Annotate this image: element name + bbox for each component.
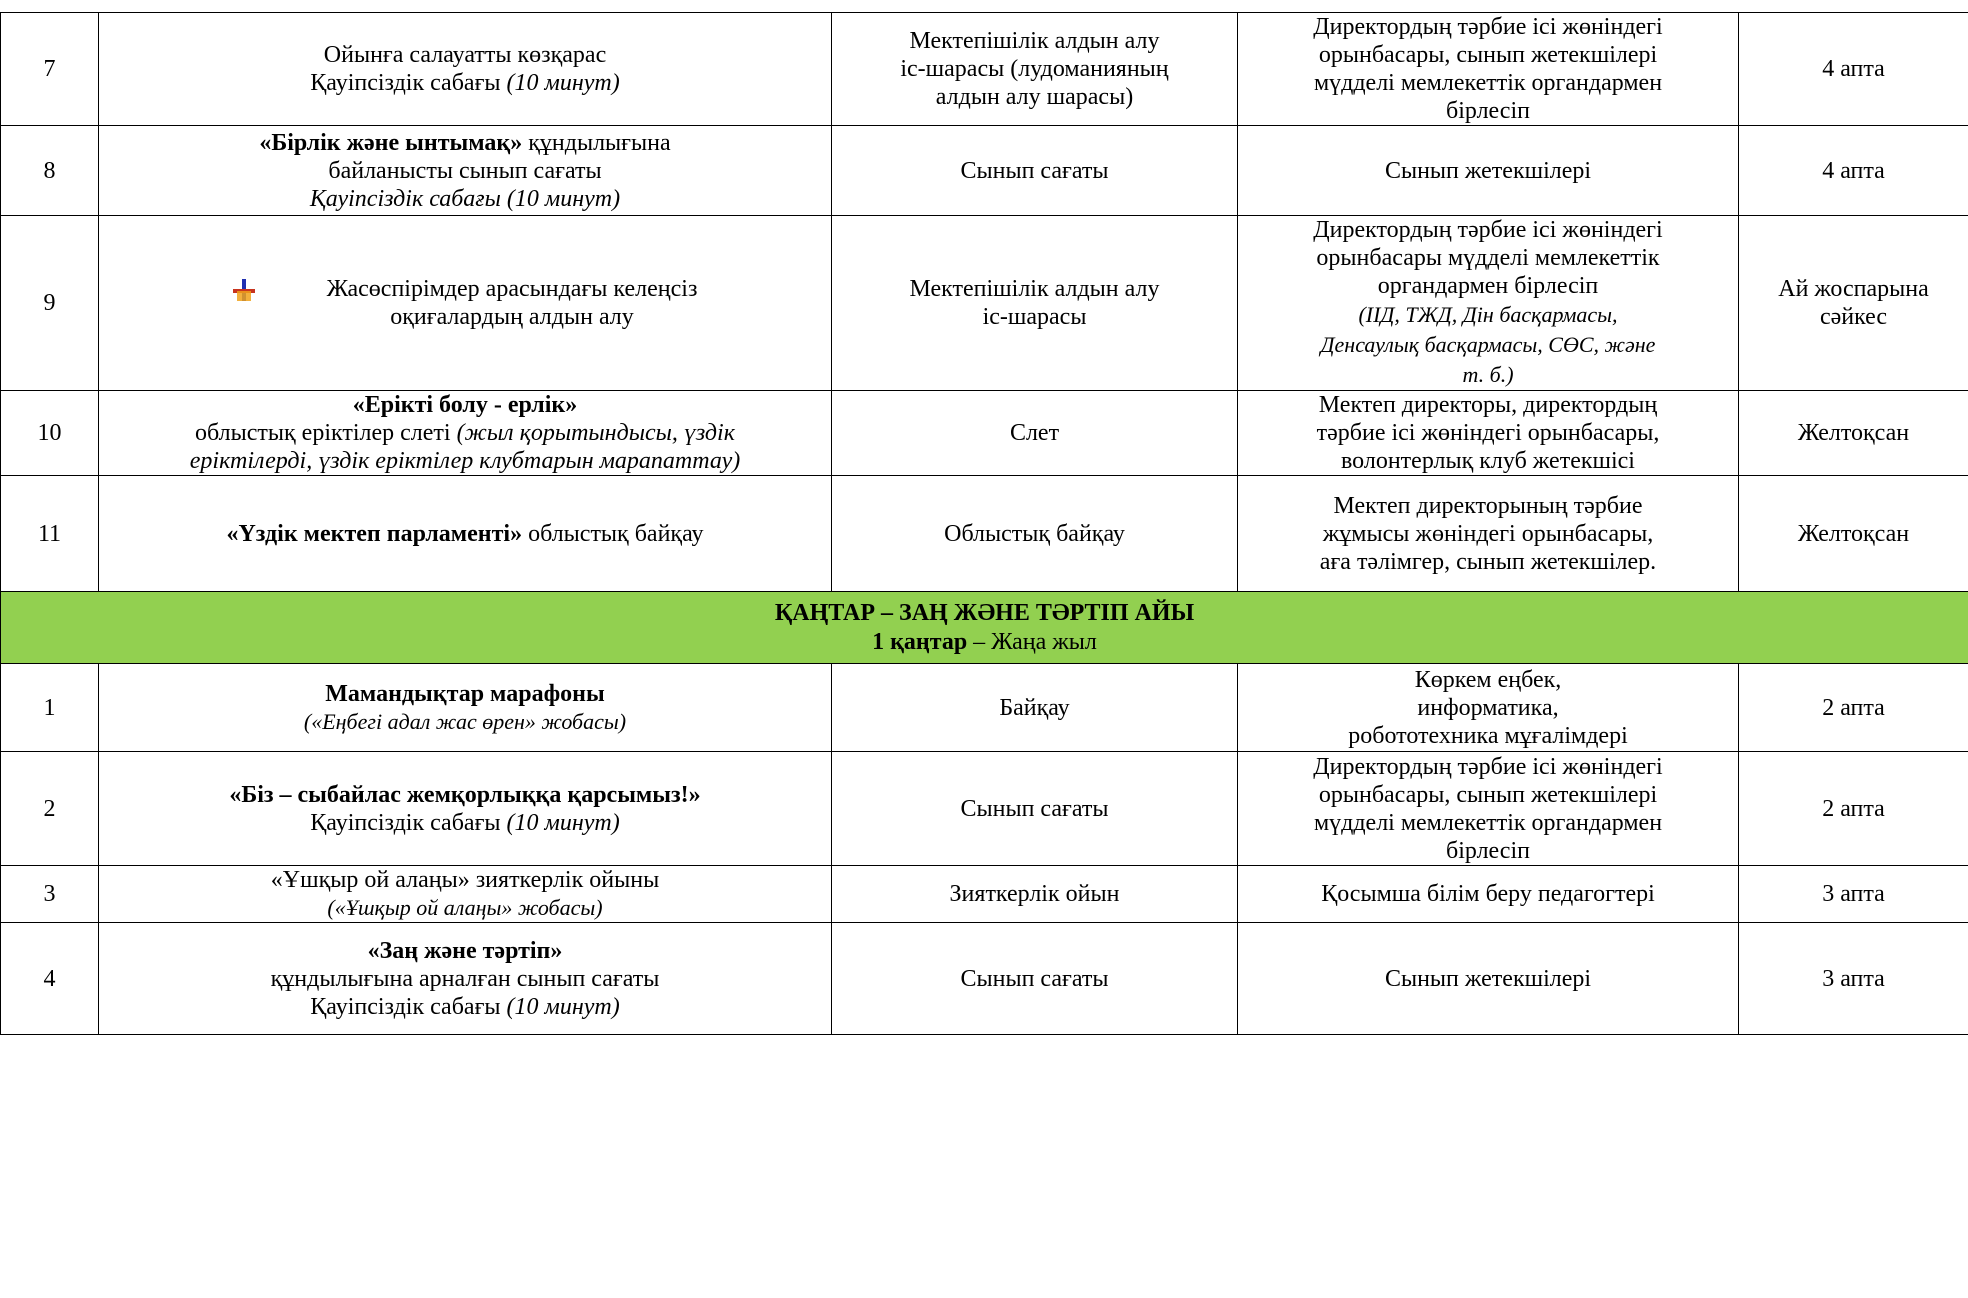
- event-name-text: («Еңбегі адал жас өрен» жобасы): [303, 708, 627, 734]
- event-form-cell: [832, 866, 1238, 923]
- event-name-text: Қауіпсіздік сабағы: [310, 809, 507, 836]
- event-form-cell: [832, 216, 1238, 391]
- responsible-line: Қосымша білім беру педагогтері: [1321, 881, 1655, 907]
- event-name-text: Жасөспірімдер арасындағы келеңсіз: [326, 276, 698, 302]
- deadline-cell: Желтоқсан: [1739, 391, 1968, 476]
- event-name-cell: [99, 664, 832, 752]
- event-form-line: алдын алу шарасы): [935, 84, 1134, 110]
- responsible-cell: [1238, 923, 1739, 1035]
- responsible-line: бірлесіп: [1446, 837, 1530, 864]
- row-number: 4: [1, 923, 99, 1035]
- event-name-cell: [99, 13, 832, 126]
- event-name-line: [107, 391, 823, 419]
- row-number: 10: [1, 391, 99, 476]
- event-name-text: «Ұшқыр ой алаңы» зияткерлік ойыны: [270, 867, 660, 893]
- event-name-text: (10 минут): [506, 993, 620, 1020]
- month-date-line: [9, 628, 1960, 657]
- event-name-cell: [99, 216, 832, 391]
- event-name-cell: [99, 476, 832, 592]
- event-name-line: [107, 937, 823, 965]
- responsible-line: жұмысы жөніндегі орынбасары,: [1322, 520, 1654, 547]
- responsible-line: Директордың тәрбие ісі жөніндегі: [1313, 14, 1663, 40]
- event-name-line: [107, 680, 823, 708]
- event-name-text: «Үздік мектеп парламенті»: [226, 520, 523, 547]
- deadline-cell: 4 апта: [1739, 126, 1968, 216]
- responsible-line: органдармен бірлесіп: [1377, 273, 1599, 299]
- event-name-text: еріктілерді, үздік еріктілер клубтарын марапаттау): [189, 448, 741, 474]
- event-name-line: [107, 993, 823, 1021]
- row-number: 8: [1, 126, 99, 216]
- responsible-note-line: Денсаулық басқармасы, СӨС, және: [1320, 332, 1656, 357]
- deadline-cell: 4 апта: [1739, 13, 1968, 126]
- event-name-line: [107, 894, 823, 922]
- event-name-line: [107, 520, 823, 548]
- deadline-cell: [1739, 216, 1968, 391]
- event-name-cell: [99, 391, 832, 476]
- event-form-line: Сынып сағаты: [960, 965, 1109, 992]
- event-name-line: [107, 866, 823, 894]
- responsible-line: мүдделі мемлекеттік органдармен: [1313, 70, 1663, 96]
- table-row: [1, 664, 1968, 752]
- row-number: 11: [1, 476, 99, 592]
- month-header-row: [1, 592, 1968, 664]
- event-form-cell: [832, 923, 1238, 1035]
- table-row: [1, 391, 1968, 476]
- bulleted-event-name: [107, 275, 823, 331]
- event-name-text: Қауіпсіздік сабағы: [310, 993, 507, 1020]
- responsible-cell: [1238, 126, 1739, 216]
- month-title: ҚАҢТАР – ЗАҢ ЖӘНЕ ТӘРТІП АЙЫ: [774, 599, 1195, 626]
- event-name-line: [107, 781, 823, 809]
- event-name-text: Қауіпсіздік сабағы: [310, 70, 507, 96]
- event-name-text: «Біз – сыбайлас жемқорлыққа қарсымыз!»: [229, 781, 701, 808]
- event-form-line: Байқау: [999, 694, 1070, 721]
- responsible-line: Көркем еңбек,: [1414, 666, 1562, 693]
- event-name-text: Ойынға салауатты көзқарас: [323, 42, 607, 68]
- event-name-text: («Ұшқыр ой алаңы» жобасы): [327, 895, 603, 920]
- row-number: 9: [1, 216, 99, 391]
- month-holiday: – Жаңа жыл: [967, 628, 1097, 655]
- event-name-line: [107, 157, 823, 185]
- event-form-cell: [832, 126, 1238, 216]
- event-form-cell: [832, 476, 1238, 592]
- responsible-line: Сынып жетекшілері: [1384, 157, 1592, 184]
- table-row: [1, 923, 1968, 1035]
- event-name-cell: [99, 752, 832, 866]
- table-row: [1, 126, 1968, 216]
- responsible-cell: [1238, 664, 1739, 752]
- deadline-cell: 3 апта: [1739, 866, 1968, 923]
- event-name-line: [107, 809, 823, 837]
- event-form-line: Облыстық байқау: [944, 520, 1125, 547]
- event-form-line: Зияткерлік ойын: [949, 881, 1120, 907]
- event-form-line: іс-шарасы (лудоманияның: [900, 56, 1169, 82]
- event-plan-table: [0, 12, 1968, 1035]
- event-name-line: [107, 129, 823, 157]
- responsible-line: тәрбие ісі жөніндегі орынбасары,: [1316, 420, 1660, 446]
- responsible-line: Директордың тәрбие ісі жөніндегі: [1313, 753, 1663, 780]
- event-name-cell: [99, 923, 832, 1035]
- deadline-line: Ай жоспарына: [1778, 276, 1929, 302]
- plus-bullet-icon: [233, 279, 255, 301]
- event-name-text: облыстық байқау: [522, 520, 704, 547]
- event-form-line: Мектепішілік алдын алу: [909, 276, 1160, 302]
- table-row: [1, 216, 1968, 391]
- event-name-line: [107, 447, 823, 475]
- responsible-line: Сынып жетекшілері: [1384, 965, 1592, 992]
- event-name-text: [327, 275, 698, 331]
- responsible-line: мүдделі мемлекеттік органдармен: [1313, 809, 1663, 836]
- row-number: 2: [1, 752, 99, 866]
- responsible-cell: [1238, 13, 1739, 126]
- deadline-line: сәйкес: [1819, 304, 1888, 330]
- responsible-note-line: т. б.): [1462, 362, 1514, 387]
- deadline-cell: 2 апта: [1739, 752, 1968, 866]
- row-number: 1: [1, 664, 99, 752]
- responsible-note-line: (ІІД, ТЖД, Дін басқармасы,: [1358, 302, 1618, 327]
- event-name-text: оқиғалардың алдын алу: [390, 304, 634, 330]
- event-name-text: Мамандықтар марафоны: [325, 680, 605, 707]
- deadline-cell: 2 апта: [1739, 664, 1968, 752]
- row-number: 7: [1, 13, 99, 126]
- event-form-line: Сынып сағаты: [960, 157, 1109, 184]
- event-form-cell: [832, 391, 1238, 476]
- event-name-line: [327, 275, 698, 303]
- row-number: 3: [1, 866, 99, 923]
- table-row: [1, 752, 1968, 866]
- responsible-line: информатика,: [1417, 694, 1559, 721]
- deadline-cell: Желтоқсан: [1739, 476, 1968, 592]
- responsible-line: бірлесіп: [1446, 98, 1530, 124]
- event-form-cell: [832, 664, 1238, 752]
- responsible-cell: [1238, 216, 1739, 391]
- event-name-text: (жыл қорытындысы, үздік: [456, 420, 735, 446]
- table-row: [1, 476, 1968, 592]
- event-name-text: Қауіпсіздік сабағы (10 минут): [309, 185, 621, 212]
- event-name-text: (10 минут): [506, 809, 620, 836]
- event-name-line: [107, 185, 823, 213]
- responsible-cell: [1238, 752, 1739, 866]
- event-name-text: (10 минут): [506, 70, 620, 96]
- table-row: [1, 866, 1968, 923]
- event-name-line: [107, 419, 823, 447]
- event-name-text: құндылығына арналған сынып сағаты: [270, 965, 660, 992]
- event-name-line: [107, 965, 823, 993]
- responsible-line: орынбасары, сынып жетекшілері: [1318, 781, 1658, 808]
- responsible-line: волонтерлық клуб жетекшісі: [1341, 448, 1635, 474]
- event-form-line: Мектепішілік алдын алу: [909, 28, 1160, 54]
- responsible-line: орынбасары, сынып жетекшілері: [1318, 42, 1658, 68]
- event-name-line: [107, 708, 823, 736]
- event-name-text: облыстық еріктілер слеті: [195, 420, 457, 446]
- event-form-line: іс-шарасы: [982, 304, 1087, 330]
- responsible-line: орынбасары мүдделі мемлекеттік: [1316, 245, 1660, 271]
- event-form-cell: [832, 13, 1238, 126]
- event-name-line: [327, 303, 698, 331]
- event-name-text: «Бірлік және ынтымақ»: [259, 129, 523, 156]
- event-name-line: [107, 41, 823, 69]
- responsible-line: Мектеп директоры, директордың: [1318, 392, 1658, 418]
- event-name-text: «Заң және тәртіп»: [367, 937, 563, 964]
- event-name-line: [107, 69, 823, 97]
- event-form-line: Сынып сағаты: [960, 795, 1109, 822]
- event-form-cell: [832, 752, 1238, 866]
- event-name-cell: [99, 126, 832, 216]
- event-name-text: байланысты сынып сағаты: [328, 157, 602, 184]
- responsible-line: аға тәлімгер, сынып жетекшілер.: [1319, 548, 1657, 575]
- deadline-cell: 3 апта: [1739, 923, 1968, 1035]
- table-row: [1, 13, 1968, 126]
- event-name-text: құндылығына: [522, 129, 671, 156]
- event-plan-body: [1, 13, 1968, 1035]
- responsible-cell: [1238, 866, 1739, 923]
- event-form-line: Слет: [1009, 420, 1060, 446]
- month-date: 1 қаңтар: [872, 628, 968, 655]
- month-header: [1, 592, 1968, 664]
- responsible-line: Директордың тәрбие ісі жөніндегі: [1313, 217, 1663, 243]
- event-name-cell: [99, 866, 832, 923]
- event-name-text: «Ерікті болу - ерлік»: [352, 392, 578, 418]
- responsible-cell: [1238, 391, 1739, 476]
- responsible-line: Мектеп директорының тәрбие: [1333, 492, 1643, 519]
- responsible-line: робототехника мұғалімдері: [1348, 722, 1628, 749]
- responsible-cell: [1238, 476, 1739, 592]
